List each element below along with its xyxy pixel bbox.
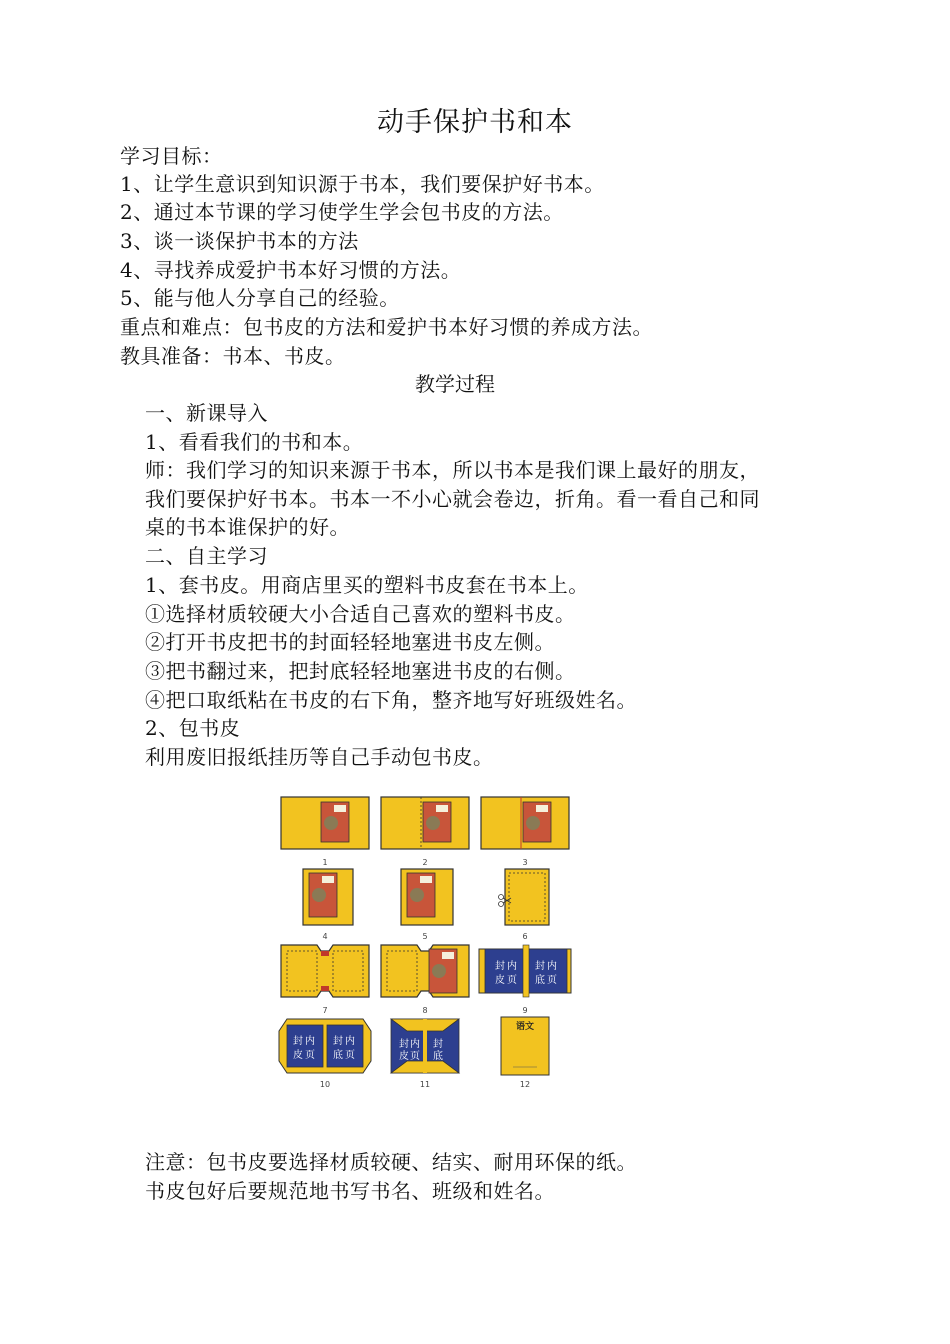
step-10-illustration — [277, 1015, 373, 1077]
step-2-illustration — [377, 793, 473, 855]
step-6-illustration — [477, 867, 573, 929]
cover-label: 封 — [293, 1036, 303, 1047]
step-8-illustration — [377, 941, 473, 1003]
step-number: 2 — [422, 858, 428, 867]
objective-item: 3、谈一谈保护书本的方法 — [120, 229, 359, 253]
cover-label: 页 — [507, 975, 517, 986]
step-number: 9 — [522, 1006, 528, 1015]
cover-label: 内 — [410, 1039, 420, 1050]
cover-label: 皮 — [399, 1051, 409, 1062]
cover-label: 底 — [433, 1051, 443, 1062]
note-line: 书皮包好后要规范地书写书名、班级和姓名。 — [145, 1179, 555, 1203]
step-11-illustration — [377, 1015, 473, 1077]
step-number: 3 — [522, 858, 528, 867]
figure-step-6 — [477, 867, 573, 941]
figure-step-1 — [277, 793, 373, 867]
book-cover-steps-figure — [269, 787, 581, 1095]
step-12-illustration — [477, 1015, 573, 1077]
objective-item: 5、能与他人分享自己的经验。 — [120, 286, 400, 310]
paragraph-line: 师：我们学习的知识来源于书本，所以书本是我们课上最好的朋友， — [145, 458, 760, 482]
note-line: 注意：包书皮要选择材质较硬、结实、耐用环保的纸。 — [145, 1150, 637, 1174]
section-item: 2、包书皮 — [145, 716, 241, 740]
paragraph-line: 桌的书本谁保护的好。 — [145, 515, 350, 539]
figure-step-2 — [377, 793, 473, 867]
step-item: ②打开书皮把书的封面轻轻地塞进书皮左侧。 — [145, 630, 555, 654]
cover-label: 页 — [547, 975, 557, 986]
cover-label: 封 — [333, 1036, 343, 1047]
section-heading: 一、新课导入 — [145, 401, 268, 425]
figure-step-8 — [377, 941, 473, 1015]
cover-label: 底 — [333, 1050, 343, 1061]
cover-label: 内 — [507, 961, 517, 972]
section-item: 1、看看我们的书和本。 — [145, 430, 364, 454]
cover-label: 封 — [495, 961, 505, 972]
section-item-desc: 利用废旧报纸挂历等自己手动包书皮。 — [145, 745, 494, 769]
step-4-illustration — [277, 867, 373, 929]
figure-step-7 — [277, 941, 373, 1015]
step-number: 10 — [319, 1080, 331, 1089]
figure-step-10 — [277, 1015, 373, 1089]
step-1-illustration — [277, 793, 373, 855]
step-3-illustration — [477, 793, 573, 855]
objective-item: 1、让学生意识到知识源于书本，我们要保护好书本。 — [120, 172, 605, 196]
step-number: 5 — [422, 932, 428, 941]
cover-label: 封 — [433, 1039, 443, 1050]
cover-label: 皮 — [495, 975, 505, 986]
step-number: 6 — [522, 932, 528, 941]
process-heading: 教学过程 — [415, 372, 495, 396]
cover-label: 封 — [535, 961, 545, 972]
step-item: ①选择材质较硬大小合适自己喜欢的塑料书皮。 — [145, 602, 576, 626]
step-number: 8 — [422, 1006, 428, 1015]
objectives-heading: 学习目标： — [120, 144, 223, 168]
figure-step-3 — [477, 793, 573, 867]
step-number: 12 — [519, 1080, 531, 1089]
cover-label: 页 — [410, 1051, 420, 1062]
book-title-label: 语文 — [515, 1022, 535, 1032]
step-9-illustration — [477, 941, 573, 1003]
objective-item: 4、寻找养成爱护书本好习惯的方法。 — [120, 258, 462, 282]
figure-step-12 — [477, 1015, 573, 1089]
cover-label: 内 — [305, 1036, 315, 1047]
step-number: 11 — [419, 1080, 431, 1089]
section-heading: 二、自主学习 — [145, 544, 268, 568]
step-item: ③把书翻过来，把封底轻轻地塞进书皮的右侧。 — [145, 659, 576, 683]
step-number: 1 — [322, 858, 328, 867]
step-5-illustration — [377, 867, 473, 929]
cover-label: 页 — [345, 1050, 355, 1061]
figure-step-4 — [277, 867, 373, 941]
step-7-illustration — [277, 941, 373, 1003]
paragraph-line: 我们要保护好书本。书本一不小心就会卷边，折角。看一看自己和同 — [145, 487, 760, 511]
step-item: ④把口取纸粘在书皮的右下角，整齐地写好班级姓名。 — [145, 688, 637, 712]
cover-label: 底 — [535, 975, 545, 986]
cover-label: 内 — [345, 1036, 355, 1047]
figure-step-9 — [477, 941, 573, 1015]
step-number: 4 — [322, 932, 328, 941]
section-item: 1、套书皮。用商店里买的塑料书皮套在书本上。 — [145, 573, 589, 597]
materials: 教具准备：书本、书皮。 — [120, 344, 346, 368]
cover-label: 皮 — [293, 1050, 303, 1061]
figure-step-5 — [377, 867, 473, 941]
objective-item: 2、通过本节课的学习使学生学会包书皮的方法。 — [120, 200, 564, 224]
step-number: 7 — [322, 1006, 328, 1015]
document-title: 动手保护书和本 — [377, 107, 573, 138]
cover-label: 封 — [399, 1039, 409, 1050]
figure-step-11 — [377, 1015, 473, 1089]
cover-label: 内 — [547, 961, 557, 972]
cover-label: 页 — [305, 1050, 315, 1061]
key-points: 重点和难点：包书皮的方法和爱护书本好习惯的养成方法。 — [120, 315, 653, 339]
